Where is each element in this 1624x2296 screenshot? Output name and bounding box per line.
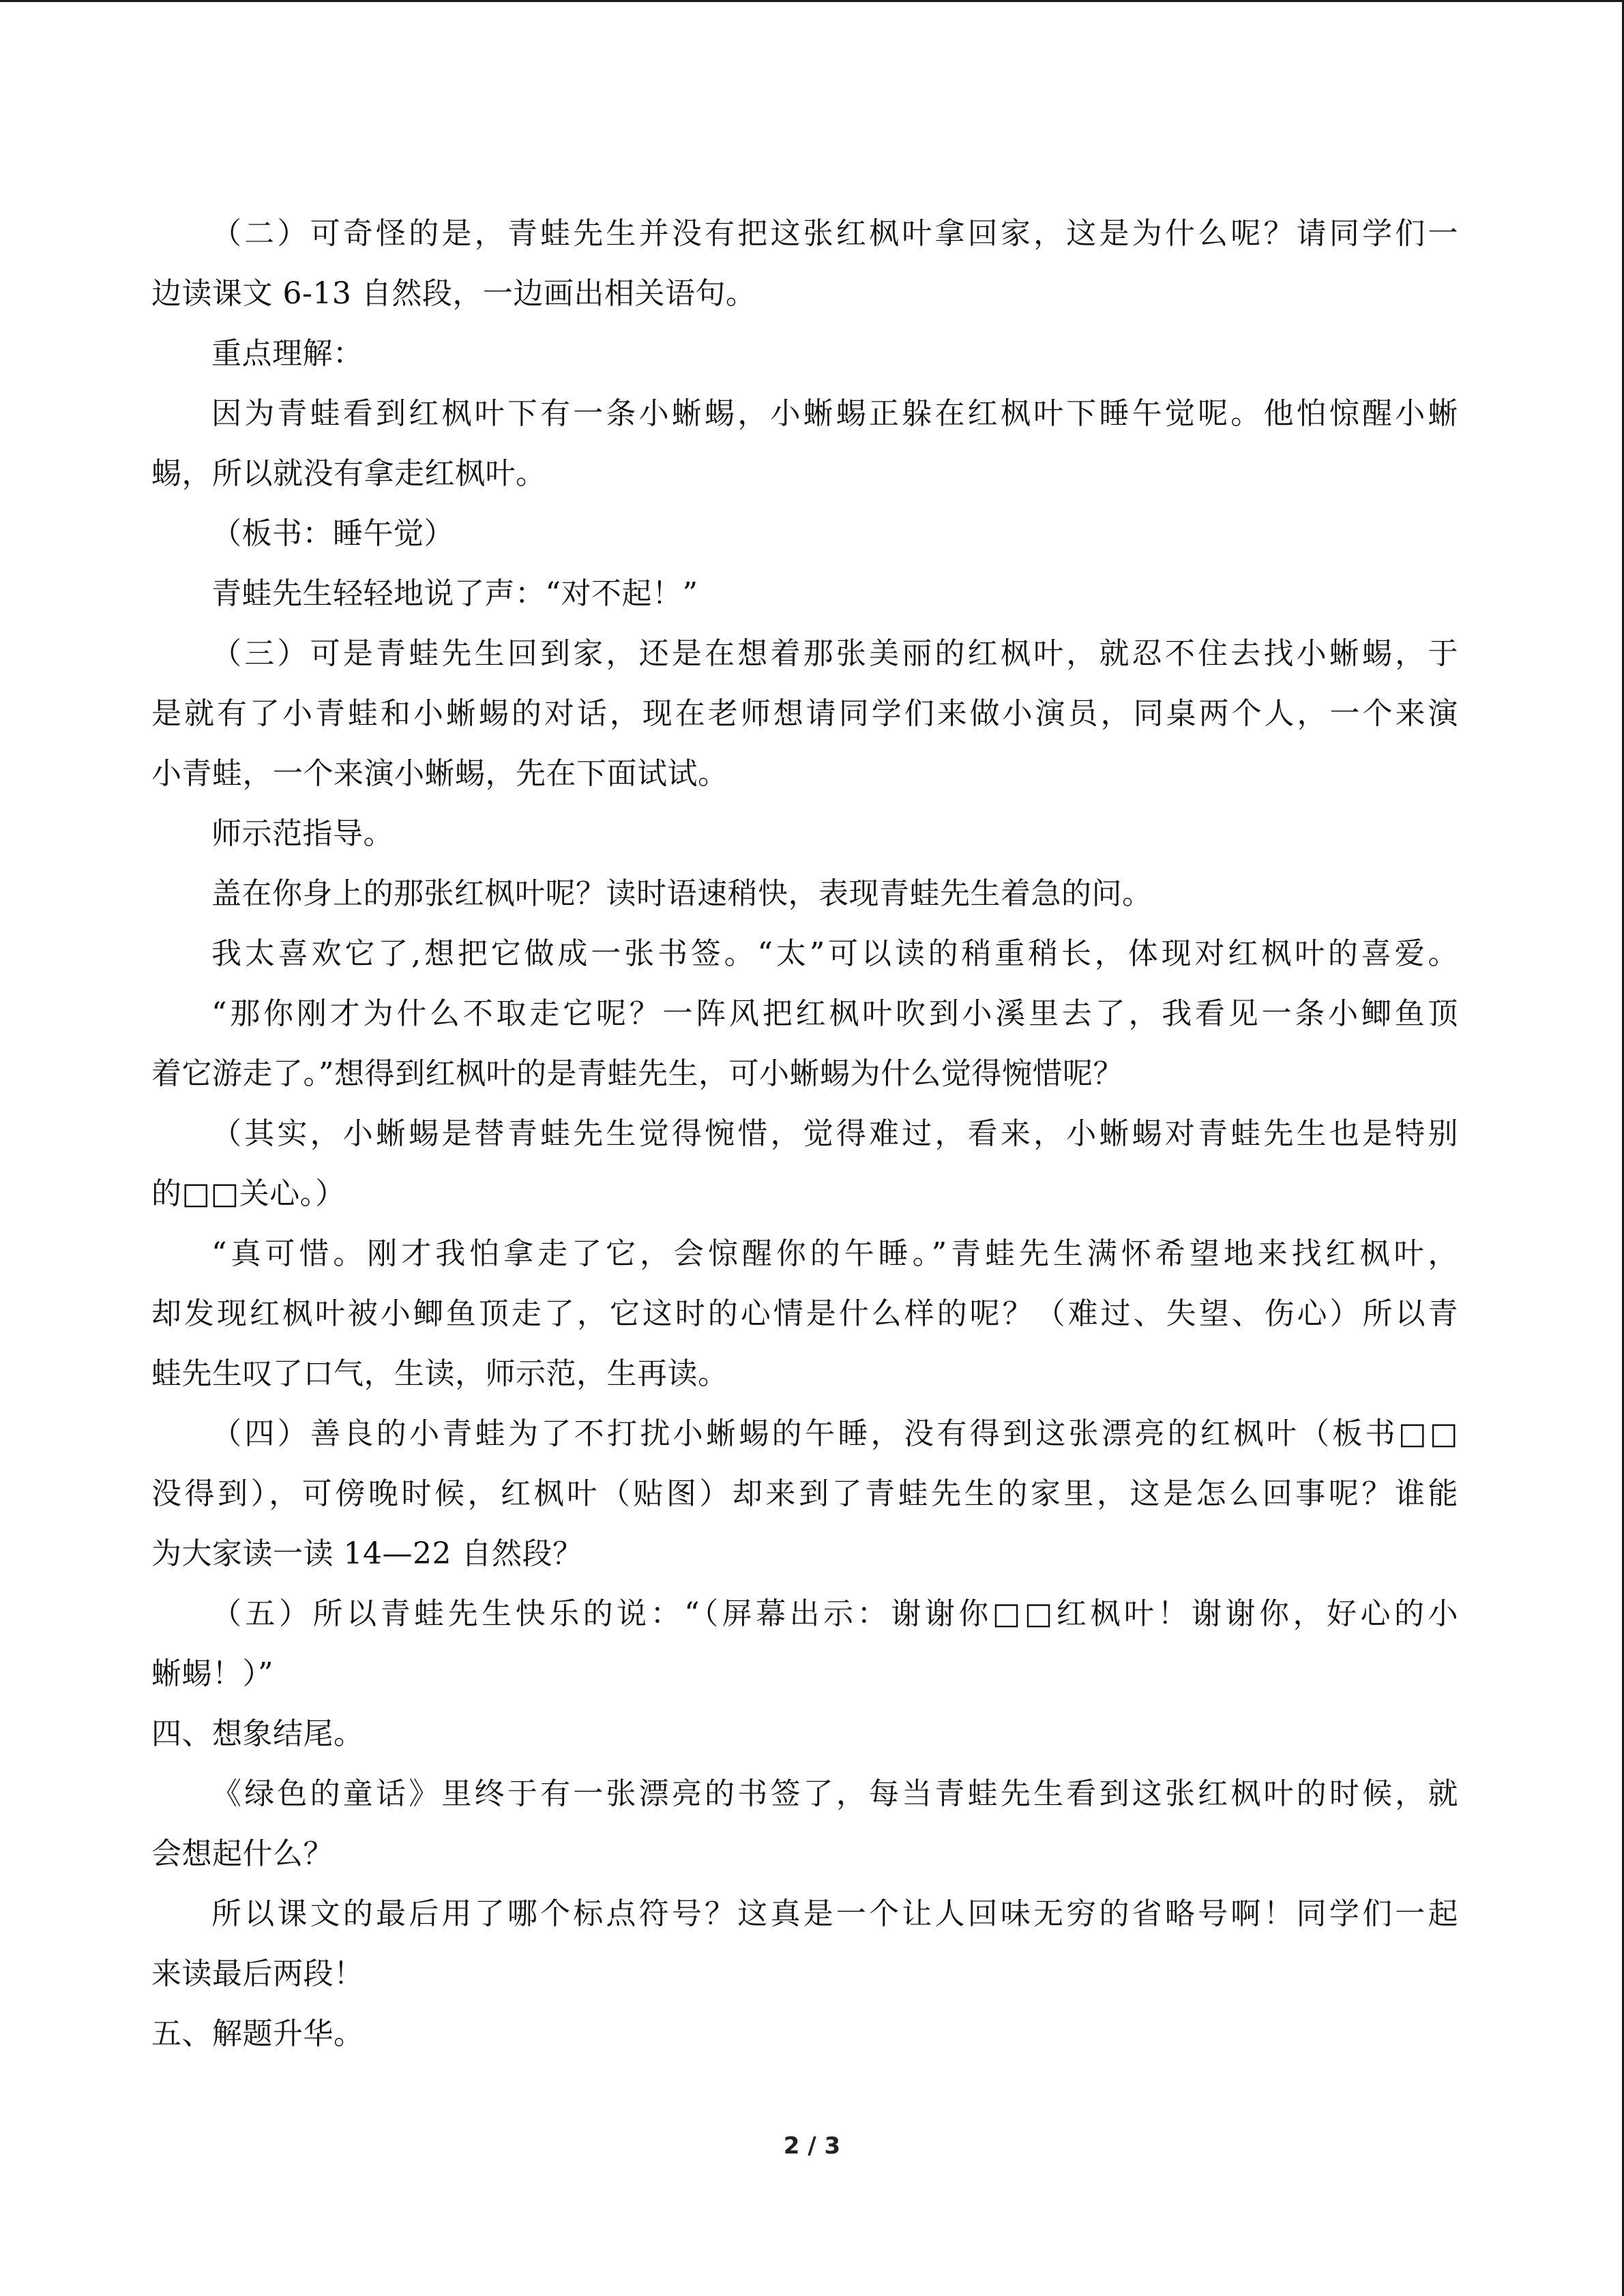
- text-line: （其实，小蜥蜴是替青蛙先生觉得惋惜，觉得难过，看来，小蜥蜴对青蛙先生也是特别: [211, 1116, 1458, 1151]
- text-line: “那你刚才为什么不取走它呢？一阵风把红枫叶吹到小溪里去了，我看见一条小鲫鱼顶: [211, 996, 1458, 1031]
- text-line: （二）可奇怪的是，青蛙先生并没有把这张红枫叶拿回家，这是为什么呢？请同学们一: [211, 216, 1458, 251]
- page-number: 2 / 3: [783, 2132, 841, 2160]
- text-line: （四）善良的小青蛙为了不打扰小蜥蜴的午睡，没有得到这张漂亮的红枫叶（板书□□: [211, 1416, 1458, 1451]
- text-line: 师示范指导。: [211, 816, 394, 851]
- text-line: 我太喜欢它了,想把它做成一张书签。“太”可以读的稍重稍长，体现对红枫叶的喜爱。: [211, 936, 1458, 971]
- text-line: “真可惜。刚才我怕拿走了它，会惊醒你的午睡。”青蛙先生满怀希望地来找红枫叶，: [211, 1236, 1458, 1271]
- document-body: [151, 204, 1458, 2064]
- text-line: 蛙先生叹了口气，生读，师示范，生再读。: [151, 1356, 728, 1391]
- text-line: 小青蛙，一个来演小蜥蜴，先在下面试试。: [151, 756, 728, 791]
- text-line: 却发现红枫叶被小鲫鱼顶走了，它这时的心情是什么样的呢？（难过、失望、伤心）所以青: [151, 1296, 1458, 1331]
- text-line: 五、解题升华。: [151, 2016, 364, 2051]
- text-line: 会想起什么？: [151, 1836, 334, 1871]
- text-line: 的□□关心。）: [151, 1176, 346, 1211]
- text-line: 来读最后两段！: [151, 1956, 364, 1991]
- text-line: 没得到），可傍晚时候，红枫叶（贴图）却来到了青蛙先生的家里，这是怎么回事呢？谁能: [151, 1476, 1458, 1511]
- text-line: （板书：睡午觉）: [211, 516, 454, 551]
- text-line: 因为青蛙看到红枫叶下有一条小蜥蜴，小蜥蜴正躲在红枫叶下睡午觉呢。他怕惊醒小蜥: [211, 396, 1458, 431]
- text-line: （三）可是青蛙先生回到家，还是在想着那张美丽的红枫叶，就忍不住去找小蜥蜴，于: [211, 636, 1458, 671]
- text-line: 为大家读一读 14—22 自然段？: [151, 1536, 583, 1571]
- text-line: 青蛙先生轻轻地说了声：“对不起！”: [211, 576, 698, 611]
- text-line: 是就有了小青蛙和小蜥蜴的对话，现在老师想请同学们来做小演员，同桌两个人，一个来演: [151, 696, 1458, 731]
- text-line: 盖在你身上的那张红枫叶呢？读时语速稍快，表现青蛙先生着急的问。: [211, 876, 1153, 911]
- text-line: 四、想象结尾。: [151, 1716, 364, 1751]
- text-line: 蜴，所以就没有拿走红枫叶。: [151, 456, 546, 491]
- text-line: （五）所以青蛙先生快乐的说：“（屏幕出示：谢谢你□□红枫叶！谢谢你，好心的小: [211, 1596, 1458, 1631]
- text-line: 重点理解：: [211, 336, 364, 371]
- text-line: 边读课文 6-13 自然段，一边画出相关语句。: [151, 276, 756, 311]
- text-line: 蜥蜴！）”: [151, 1656, 274, 1691]
- text-line: 着它游走了。”想得到红枫叶的是青蛙先生，可小蜥蜴为什么觉得惋惜呢？: [151, 1056, 1123, 1091]
- text-line: 《绿色的童话》里终于有一张漂亮的书签了，每当青蛙先生看到这张红枫叶的时候，就: [211, 1776, 1458, 1811]
- text-line: 所以课文的最后用了哪个标点符号？这真是一个让人回味无穷的省略号啊！同学们一起: [211, 1896, 1458, 1931]
